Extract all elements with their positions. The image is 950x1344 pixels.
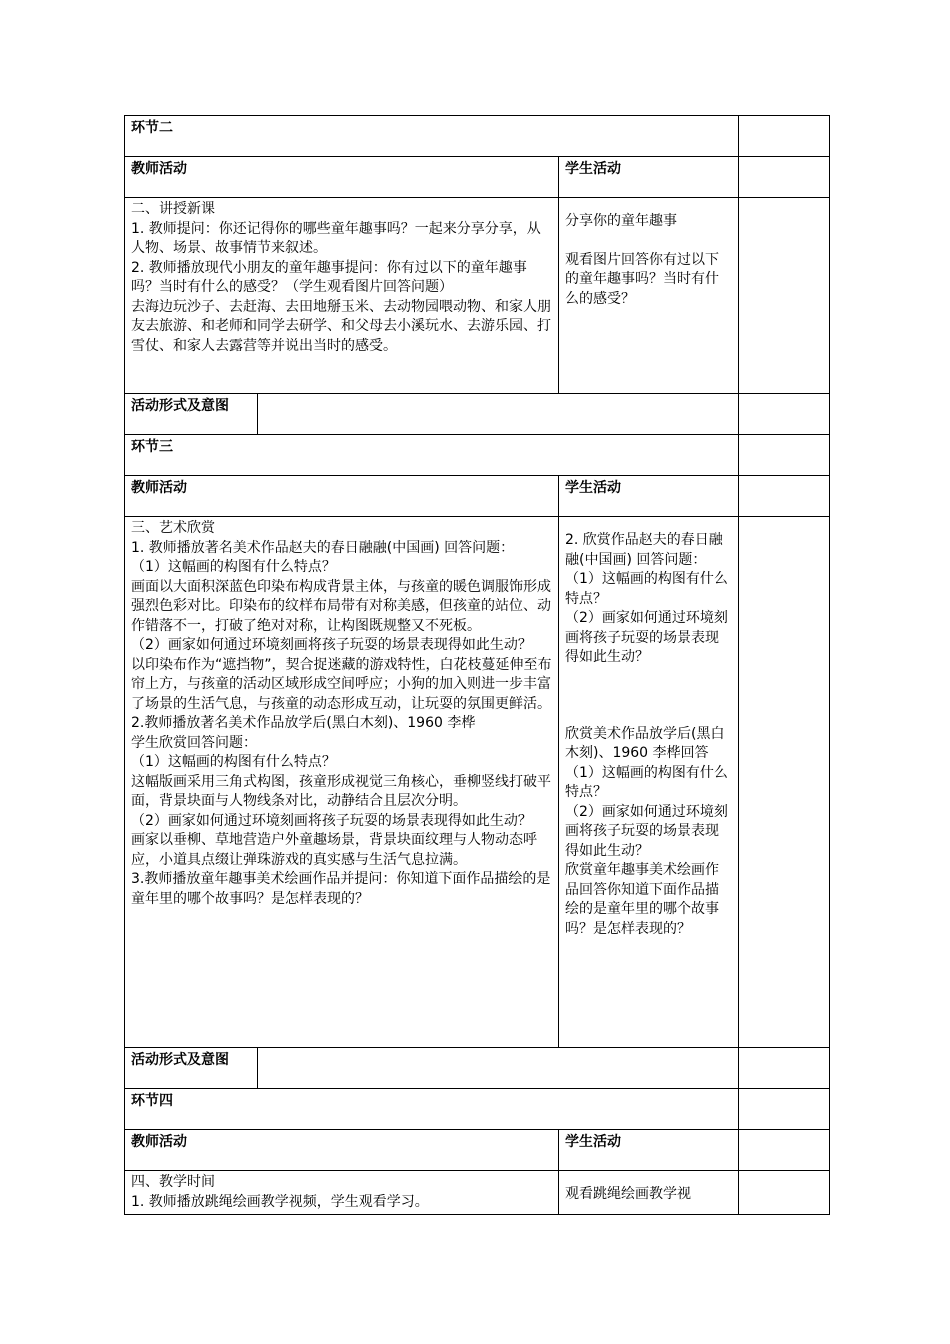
section4-title: 环节四 [125, 1089, 739, 1130]
empty-cell [739, 157, 830, 198]
header-row [125, 157, 830, 198]
content-row [125, 1171, 830, 1215]
content-row [125, 517, 830, 1048]
activity-form-row [125, 1048, 830, 1089]
teacher-activity-header: 教师活动 [125, 1130, 559, 1171]
empty-cell [739, 394, 830, 435]
activity-form-value [258, 394, 739, 435]
teacher-activity-content: 二、讲授新课 1. 教师提问：你还记得你的哪些童年趣事吗？一起来分享分享，从人物、场景、故事情节来叙述。 2. 教师播放现代小朋友的童年趣事提问：你有过以下的童年趣事吗？当时有什么的感受？（学生观看图片回答问题） 去海边玩沙子、去赶海、去田地掰玉米、去动物园喂动物、和家人朋友去旅游、和老师和同学去研学、和父母去小溪玩水、去游乐园、打雪仗、和家人去露营等并说出当时的感受。 [125, 198, 559, 394]
teacher-activity-content: 四、教学时间 1. 教师播放跳绳绘画教学视频，学生观看学习。 [125, 1171, 559, 1215]
student-activity-header: 学生活动 [559, 157, 739, 198]
empty-cell [739, 476, 830, 517]
activity-form-row [125, 394, 830, 435]
section3-title: 环节三 [125, 435, 739, 476]
empty-cell [739, 1171, 830, 1215]
empty-cell [739, 198, 830, 394]
section-title-row [125, 1089, 830, 1130]
section-title-row [125, 435, 830, 476]
teacher-activity-header: 教师活动 [125, 157, 559, 198]
header-row [125, 476, 830, 517]
student-activity-content: 观看跳绳绘画教学视 [559, 1171, 739, 1215]
activity-form-value [258, 1048, 739, 1089]
teacher-activity-header: 教师活动 [125, 476, 559, 517]
section2-title: 环节二 [125, 116, 739, 157]
student-activity-content: 分享你的童年趣事 观看图片回答你有过以下的童年趣事吗？当时有什么的感受？ [559, 198, 739, 394]
header-row [125, 1130, 830, 1171]
empty-cell [739, 435, 830, 476]
empty-cell [739, 116, 830, 157]
student-activity-header: 学生活动 [559, 476, 739, 517]
student-activity-content: 2. 欣赏作品赵夫的春日融融(中国画) 回答问题： （1）这幅画的构图有什么特点？ （2）画家如何通过环境刻画将孩子玩耍的场景表现得如此生动？ 欣赏美术作品放学后(黑白木刻)、1960 李桦回答 （1）这幅画的构图有什么特点？ （2）画家如何通过环境刻画将孩子玩耍的场景表现得如此生动？ 欣赏童年趣事美术绘画作品回答你知道下面作品描绘的是童年里的哪个故事吗？是怎样表现的？ [559, 517, 739, 1048]
student-activity-header: 学生活动 [559, 1130, 739, 1171]
teacher-activity-content: 三、艺术欣赏 1. 教师播放著名美术作品赵夫的春日融融(中国画) 回答问题： （1）这幅画的构图有什么特点？ 画面以大面积深蓝色印染布构成背景主体，与孩童的暖色调服饰形成强烈色彩对比。印染布的纹样布局带有对称美感，但孩童的站位、动作错落不一，打破了绝对对称，让构图既规整又不死板。 （2）画家如何通过环境刻画将孩子玩耍的场景表现得如此生动？ 以印染布作为“遮挡物”，契合捉迷藏的游戏特性，白花枝蔓延伸至布帘上方，与孩童的活动区域形成空间呼应；小狗的加入则进一步丰富了场景的生活气息，与孩童的动态形成互动，让玩耍的氛围更鲜活。 2.教师播放著名美术作品放学后(黑白木刻)、1960 李桦 学生欣赏回答问题： （1）这幅画的构图有什么特点？ 这幅版画采用三角式构图，孩童形成视觉三角核心，垂柳竖线打破平面，背景块面与人物线条对比，动静结合且层次分明。 （2）画家如何通过环境刻画将孩子玩耍的场景表现得如此生动？ 画家以垂柳、草地营造户外童趣场景，背景块面纹理与人物动态呼应，小道具点缀让弹珠游戏的真实感与生活气息拉满。 3.教师播放童年趣事美术绘画作品并提问：你知道下面作品描绘的是童年里的哪个故事吗？是怎样表现的？ [125, 517, 559, 1048]
empty-cell [739, 1089, 830, 1130]
empty-cell [739, 1048, 830, 1089]
content-row [125, 198, 830, 394]
empty-cell [739, 1130, 830, 1171]
empty-cell [739, 517, 830, 1048]
activity-form-label: 活动形式及意图 [125, 394, 258, 435]
lesson-plan-table [124, 115, 830, 1215]
section-title-row [125, 116, 830, 157]
activity-form-label: 活动形式及意图 [125, 1048, 258, 1089]
